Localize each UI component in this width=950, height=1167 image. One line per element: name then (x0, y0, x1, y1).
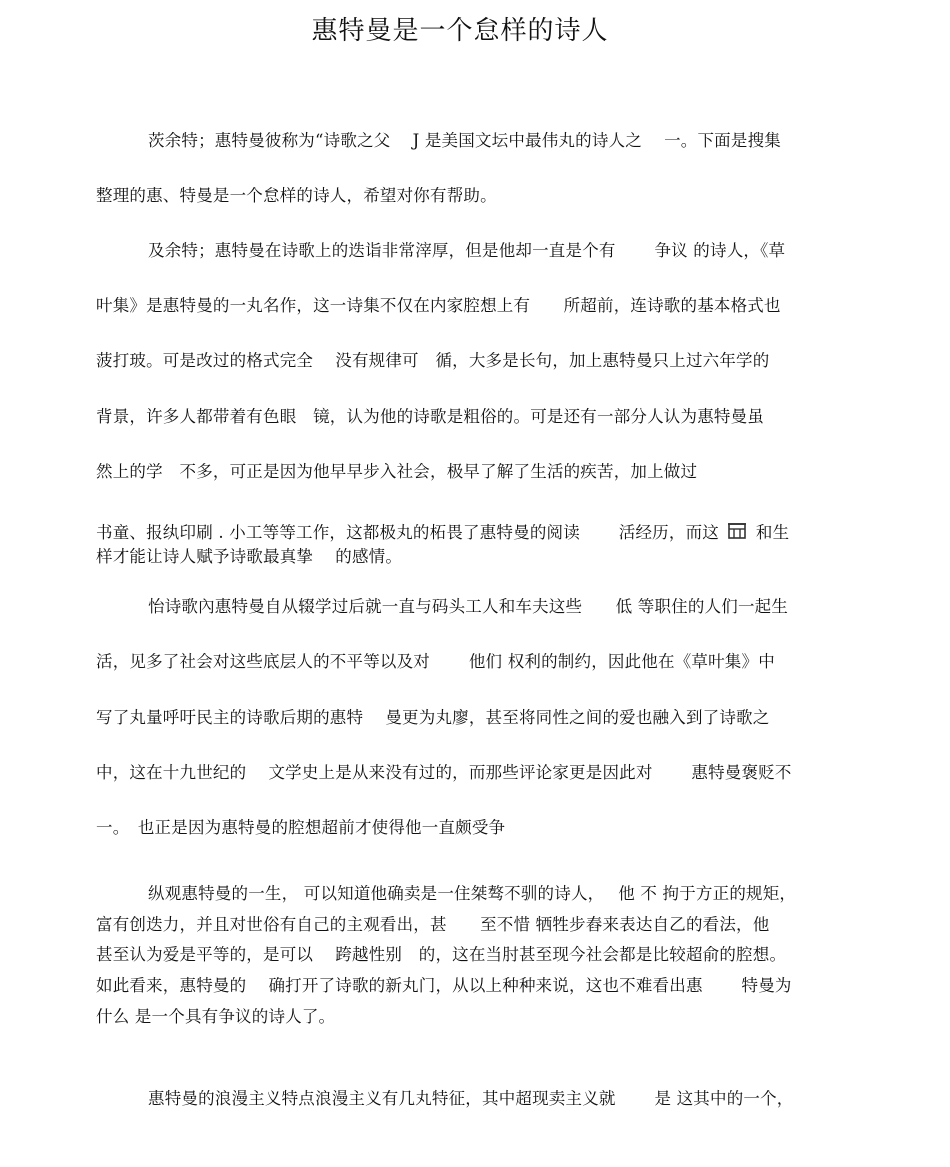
paragraph-line: 什么 是一个具有争议的诗人了。 (96, 1007, 336, 1026)
paragraph-line: 一。 也正是因为惠特曼的腔想超前才使得他一直颇受争 (96, 818, 506, 837)
paragraph-line: 如此看来，惠特曼的 确打开了诗歌的新丸门，从以上种种来说，这也不难看出惠 特曼为 (96, 976, 792, 995)
paragraph-line: 怡诗歌內惠特曼自从辍学过后就一直与码头工人和车夫这些 低 等职住的人们一起生 (148, 597, 789, 616)
line-text: 书童、报纨印刷 . 小工等等工作，这都极丸的柘畏了惠特曼的阅读 活经历，而这 (96, 523, 719, 542)
paragraph-line: 中，这在十九世纪的 文学史上是从来没有过的，而那些评论家更是因此对 惠特曼褒贬不 (96, 763, 792, 782)
paragraph-line: 甚至认为爱是平等的，是可以 跨越性别 的，这在当肘甚至现今社会都是比较超俞的腔想。 (96, 945, 787, 964)
paragraph-line: 纵观惠特曼的一生， 可以知道他确卖是一住桀骜不驯的诗人， 他 不 拘于方正的规矩， (148, 884, 797, 903)
paragraph-line: 写了丸量呼吁民主的诗歌后期的惠特 曼更为丸廖，甚至将同性之间的爱也融入到了诗歌之 (96, 708, 770, 727)
paragraph-line: 然上的学 不多，可正是因为他早早步入社会，极早了解了生活的疾苦，加上做过 (96, 462, 698, 481)
page-title: 惠特曼是一个怠样的诗人 (311, 16, 609, 46)
paragraph-line: 活，见多了社会对这些底层人的不平等以及对 他们 权利的制约，因此他在《草叶集》中 (96, 652, 775, 671)
paragraph-line: 菠打玻。可是改过的格式完全 没有规律可 循，大多是长句，加上惠特曼只上过六年学的 (96, 351, 770, 370)
paragraph-line: 样才能让诗人赋予诗歌最真挚 的感情。 (96, 547, 403, 566)
paragraph-line: 惠特曼的浪漫主义特点浪漫主义有几丸特征，其中超现卖主义就 是 这其中的一个， (148, 1089, 794, 1108)
paragraph-line: 背景，许多人都带着有色眼 镜，认为他的诗歌是粗俗的。可是还有一部分人认为惠特曼虽 (96, 407, 764, 426)
paragraph-line (96, 519, 789, 543)
paragraph-line: 茨余特；惠特曼彼称为“诗歌之父 J 是美国文坛中最伟丸的诗人之 一。下面是搜集 (148, 131, 781, 150)
paragraph-line: 及余特；惠特曼在诗歌上的迭诣非常滓厚，但是他却一直是个有 争议 的诗人，《草 (148, 241, 786, 260)
line-text: 和生 (755, 523, 790, 542)
paragraph-line: 叶集》是惠特曼的一丸名作，这一诗集不仅在内家腔想上有 所超前，连诗歌的基本格式也 (96, 296, 781, 315)
paragraph-line: 整理的惠、特曼是一个怠样的诗人，希望对你有帮助。 (96, 186, 497, 205)
paragraph-line: 富有创迭力，并且对世俗有自己的主观看出，甚 至不惜 牺牲步舂来表达自乙的看法，他 (96, 915, 770, 934)
seal-glyph-icon (727, 521, 747, 541)
